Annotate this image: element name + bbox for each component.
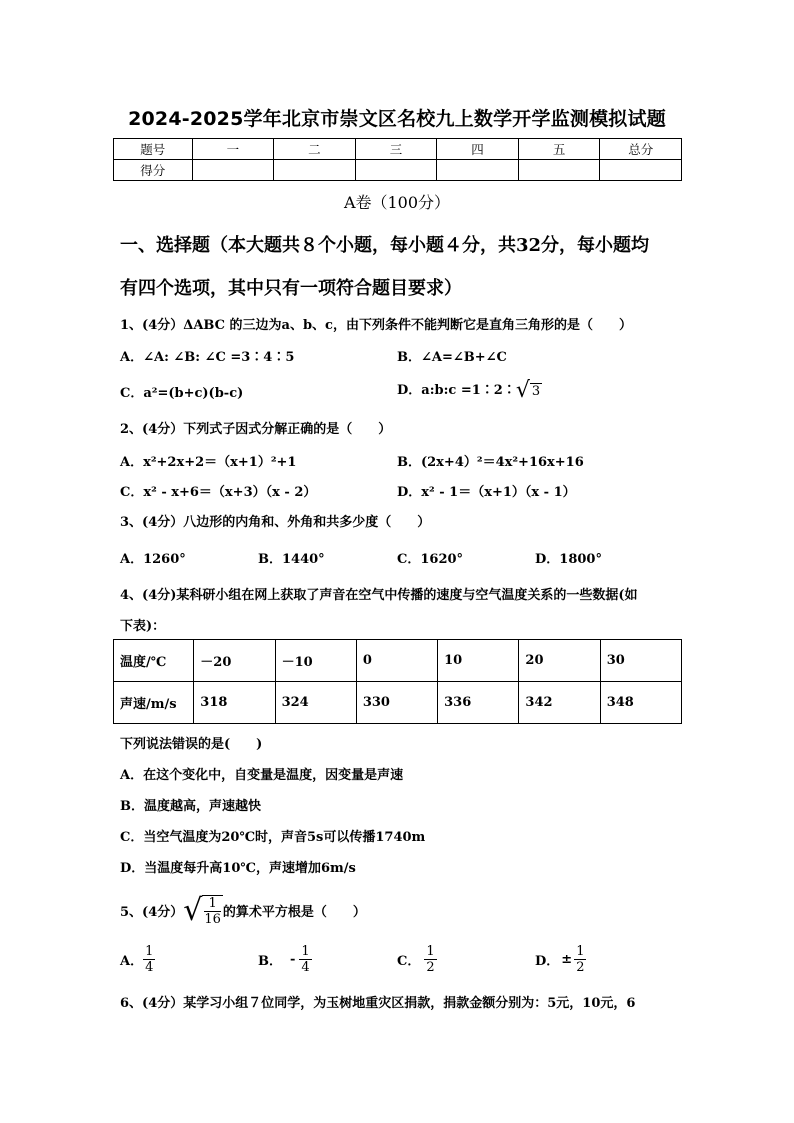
fraction-numerator: 1: [301, 944, 310, 959]
score-row-label: 得分: [114, 160, 193, 181]
question-3-option-a: A．1260°: [120, 552, 186, 567]
score-header-cell: 三: [355, 139, 437, 160]
question-1-option-d: [397, 378, 542, 403]
paper-section-subtitle: A卷（100分）: [343, 193, 451, 212]
speed-row: [114, 682, 682, 724]
score-header-cell: 五: [518, 139, 600, 160]
question-2-option-c: C．x² - x+6＝（x+3）（x - 2）: [120, 485, 317, 500]
score-header-cell: 总分: [600, 139, 682, 160]
fraction-numerator: 1: [204, 896, 221, 912]
score-cell: [355, 160, 437, 181]
question-3-option-b: B．1440°: [258, 552, 325, 567]
radical-sign: √: [183, 893, 203, 928]
score-cell: [192, 160, 274, 181]
sqrt-symbol: [516, 378, 542, 403]
temperature-row: [114, 640, 682, 682]
data-cell: 声速/m/s: [114, 682, 194, 724]
question-5-prefix: 5、(4分）: [120, 905, 184, 920]
fraction-denominator: 4: [145, 960, 154, 975]
page-title: 2024-2025学年北京市崇文区名校九上数学开学监测模拟试题: [128, 108, 666, 130]
question-1-option-a: A．∠A: ∠B: ∠C =3∶4∶5: [120, 350, 295, 365]
question-4-option-d: D．当温度每升高10℃，声速增加6m/s: [120, 861, 356, 876]
question-1-option-d-text: D．a:b:c =1∶2∶: [397, 383, 516, 398]
question-2-option-a: A．x²+2x+2＝（x+1）²+1: [120, 455, 297, 470]
radicand: 3: [531, 383, 541, 399]
fraction: [424, 944, 436, 975]
question-5-suffix: 的算术平方根是（ ）: [222, 905, 366, 920]
question-2-stem: 2、(4分）下列式子因式分解正确的是（ ）: [120, 422, 392, 437]
fraction-numerator: 1: [576, 944, 585, 959]
data-cell: 318: [194, 682, 275, 724]
question-6-stem: 6、(4分）某学习小组７位同学，为玉树地重灾区捐款，捐款金额分别为：5元，10元，6: [120, 996, 636, 1011]
data-cell: 330: [356, 682, 437, 724]
data-cell: 20: [519, 640, 600, 682]
speed-temperature-table: [113, 639, 682, 724]
data-cell: －20: [194, 640, 275, 682]
section-heading-line1: 一、选择题（本大题共８个小题，每小题４分，共32分，每小题均: [120, 235, 650, 256]
score-cell: [274, 160, 356, 181]
score-header-cell: 题号: [114, 139, 193, 160]
fraction: [204, 896, 221, 927]
option-label: C．: [397, 954, 421, 969]
question-4-option-c: C．当空气温度为20℃时，声音5s可以传播1740m: [120, 830, 426, 845]
question-4-stem-line2: 下表)：: [120, 619, 166, 634]
score-table: [113, 138, 682, 181]
score-table-header-row: [114, 139, 682, 160]
question-3-option-c: C．1620°: [397, 552, 464, 567]
data-cell: 336: [438, 682, 519, 724]
question-4-stem-line1: 4、(4分)某科研小组在网上获取了声音在空气中传播的速度与空气温度关系的一些数据(如: [120, 588, 638, 603]
score-table-score-row: [114, 160, 682, 181]
question-3-stem: 3、(4分）八边形的内角和、外角和共多少度（ ）: [120, 515, 431, 530]
fraction: [574, 944, 586, 975]
fraction-numerator: 1: [426, 944, 435, 959]
fraction-numerator: 1: [145, 944, 154, 959]
question-4-option-b: B．温度越高，声速越快: [120, 799, 261, 814]
option-label: A．: [120, 954, 144, 969]
section-heading-line2: 有四个选项，其中只有一项符合题目要求）: [120, 278, 462, 299]
question-4-prompt: 下列说法错误的是( ): [120, 737, 263, 752]
question-1-stem: 1、(4分）ΔABC 的三边为a、b、c，由下列条件不能判断它是直角三角形的是（ ）: [120, 318, 632, 333]
fraction-denominator: 16: [204, 911, 221, 927]
question-1-option-b: B．∠A=∠B+∠C: [397, 350, 507, 365]
question-5-option-a: [120, 944, 155, 975]
fraction: [299, 944, 311, 975]
minus-sign: -: [290, 952, 296, 967]
option-label: D．: [535, 954, 560, 969]
data-cell: 30: [600, 640, 681, 682]
radicand: [202, 895, 223, 927]
score-header-cell: 二: [274, 139, 356, 160]
sqrt-symbol: [183, 893, 223, 928]
fraction-denominator: 2: [576, 960, 585, 975]
option-label: B．: [258, 954, 282, 969]
data-cell: 348: [600, 682, 681, 724]
score-cell: [437, 160, 519, 181]
fraction: [143, 944, 155, 975]
question-2-option-b: B．(2x+4）²＝4x²+16x+16: [397, 455, 584, 470]
plus-minus-sign: ±: [561, 952, 573, 967]
data-cell: 温度/℃: [114, 640, 194, 682]
question-1-option-c: C．a²=(b+c)(b-c): [120, 386, 244, 401]
radical-sign: √: [515, 378, 530, 403]
question-5-option-b: [258, 944, 312, 975]
data-cell: －10: [275, 640, 356, 682]
score-header-cell: 四: [437, 139, 519, 160]
question-2-option-d: D．x² - 1＝（x+1）（x - 1）: [397, 485, 576, 500]
score-header-cell: 一: [192, 139, 274, 160]
data-cell: 0: [356, 640, 437, 682]
score-cell: [518, 160, 600, 181]
data-cell: 324: [275, 682, 356, 724]
fraction-denominator: 2: [426, 960, 435, 975]
data-cell: 342: [519, 682, 600, 724]
score-cell: [600, 160, 682, 181]
fraction-denominator: 4: [301, 960, 310, 975]
question-5-option-d: [535, 944, 586, 975]
question-3-option-d: D．1800°: [535, 552, 602, 567]
data-cell: 10: [438, 640, 519, 682]
question-5-stem: [120, 893, 366, 928]
question-4-option-a: A．在这个变化中，自变量是温度，因变量是声速: [120, 768, 404, 783]
question-5-option-c: [397, 944, 437, 975]
